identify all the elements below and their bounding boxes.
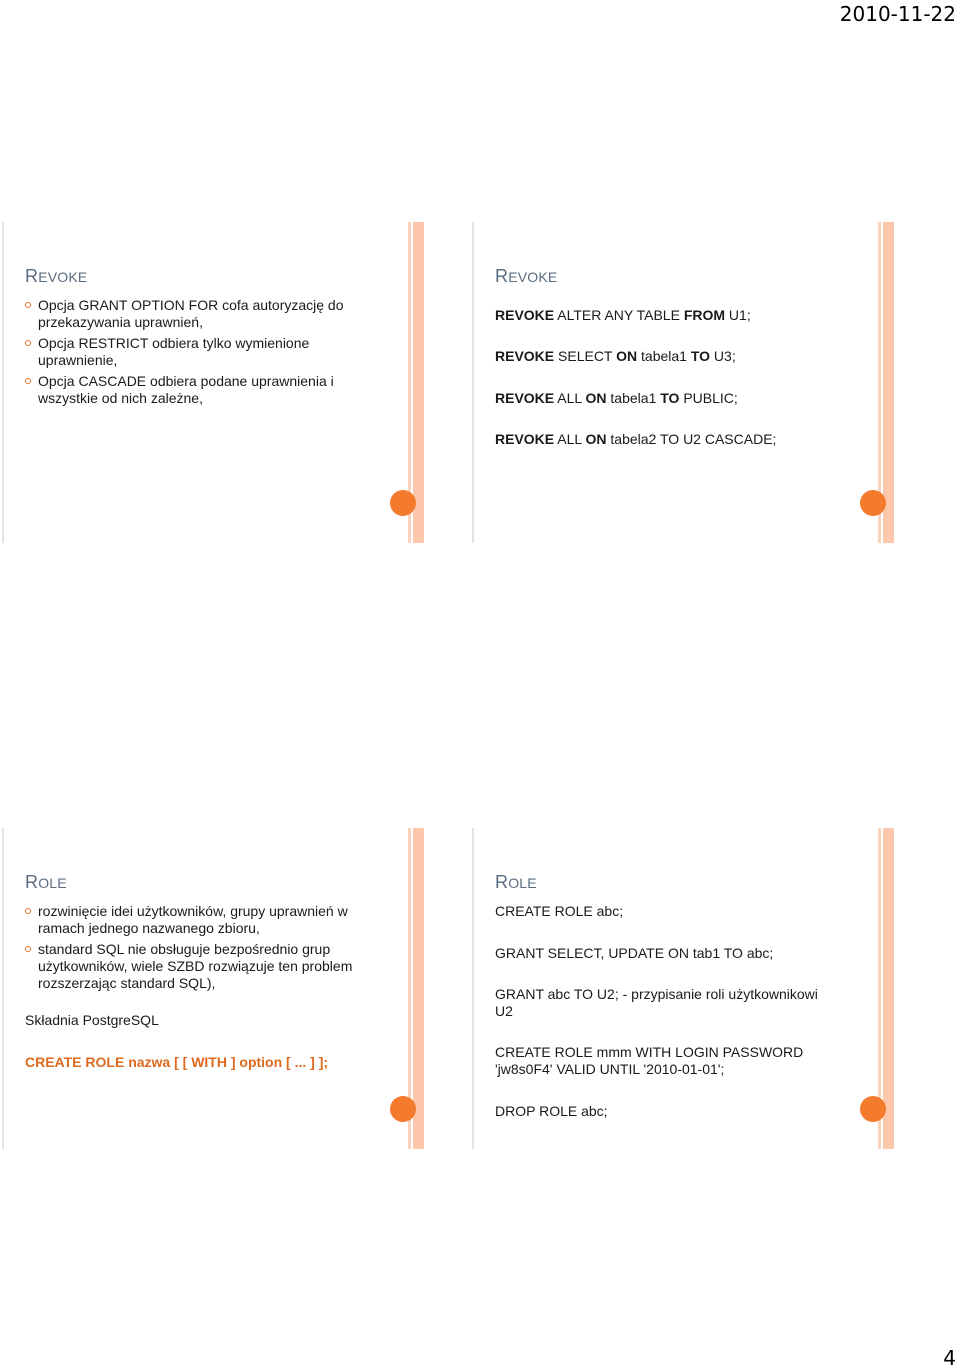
list-item: Opcja CASCADE odbiera podane uprawnienia i wszystkie od nich zależne, — [25, 373, 360, 407]
slide-role-examples — [472, 828, 896, 1149]
list-item: rozwinięcie idei użytkowników, grupy uprawnień w ramach jednego nazwanego zbioru, — [25, 903, 360, 937]
bullet-icon — [25, 340, 31, 346]
slide-left-edge — [472, 828, 474, 1149]
slide-circle-icon — [860, 490, 886, 516]
slide-circle-icon — [860, 1096, 886, 1122]
syntax-label: Składnia PostgreSQL — [25, 1012, 159, 1028]
code-line: CREATE ROLE abc; — [495, 903, 624, 919]
list-item: Opcja GRANT OPTION FOR cofa autoryzację do przekazywania uprawnień, — [25, 297, 360, 331]
slide-revoke-options — [2, 222, 426, 543]
code-line: GRANT abc TO U2; - przypisanie roli użytkownikowi U2 — [495, 986, 818, 1019]
bullet-icon — [25, 946, 31, 952]
code-line: REVOKE ALL ON tabela1 TO PUBLIC; — [495, 390, 738, 406]
slide-left-edge — [2, 828, 4, 1149]
slide-title: REVOKE — [495, 266, 558, 286]
bullet-list — [25, 903, 360, 992]
slide-title: ROLE — [25, 872, 67, 892]
slide-title: ROLE — [495, 872, 537, 892]
slide-circle-icon — [390, 490, 416, 516]
code-line: REVOKE ALL ON tabela2 TO U2 CASCADE; — [495, 431, 777, 447]
bullet-icon — [25, 302, 31, 308]
slide-circle-icon — [390, 1096, 416, 1122]
code-line: GRANT SELECT, UPDATE ON tab1 TO abc; — [495, 945, 774, 961]
slide-title: REVOKE — [25, 266, 88, 286]
slide-left-edge — [2, 222, 4, 543]
slide-left-edge — [472, 222, 474, 543]
slide-revoke-examples — [472, 222, 896, 543]
bullet-list — [25, 297, 360, 407]
page-number: 4 — [943, 1346, 956, 1370]
code-line: DROP ROLE abc; — [495, 1103, 608, 1119]
syntax-code: CREATE ROLE nazwa [ [ WITH ] option [ ... ] ]; — [25, 1054, 329, 1070]
slide-role-intro — [2, 828, 426, 1149]
page-date: 2010-11-22 — [839, 2, 956, 26]
bullet-icon — [25, 378, 31, 384]
bullet-icon — [25, 908, 31, 914]
code-line: REVOKE SELECT ON tabela1 TO U3; — [495, 348, 736, 364]
code-line: CREATE ROLE mmm WITH LOGIN PASSWORD 'jw8s0F4' VALID UNTIL '2010-01-01'; — [495, 1044, 804, 1077]
list-item: standard SQL nie obsługuje bezpośrednio grup użytkowników, wiele SZBD rozwiązuje ten problem rozszerzając standard SQL), — [25, 941, 360, 992]
code-line: REVOKE ALTER ANY TABLE FROM U1; — [495, 307, 751, 323]
list-item: Opcja RESTRICT odbiera tylko wymienione uprawnienie, — [25, 335, 360, 369]
